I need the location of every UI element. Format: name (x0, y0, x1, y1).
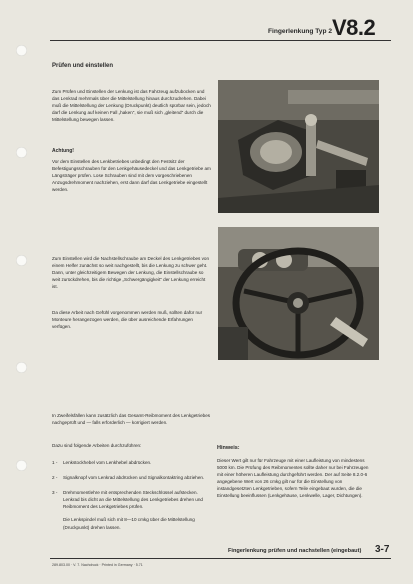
page-number: 3-7 (375, 544, 390, 555)
step-text: Lenkstockhebel vom Lenkhebel abdrücken. (63, 460, 152, 465)
hinweis-paragraph: Dieser Wert gilt nur für Fahrzeuge mit einer Laufleistung von mindestens 5000 km. Die Prüfung des Reibmomentes sollte daher nur bei Fahrzeugen mit einer höheren Laufleistung durchgeführt werden. Der auf Seite 8.2.0-6 angegebene Wert von 26 cmkg gilt nur für die Einstellung von instandgesetzten Lenkgetrieben, sofern Teile eingebaut wurden, die die Einstellung beeinflussen (Lenkgehäuse, Lenkwelle, Lager, Dichtungen). (217, 458, 369, 499)
step-subtext: Die Lenkspindel muß sich mit 8—10 cmkg über die Mittelstellung (Druckpunkt) drehen lassen. (63, 517, 195, 530)
header-title: Fingerlenkung Typ 2 (268, 28, 332, 35)
section-title: Prüfen und einstellen (52, 63, 114, 69)
hinweis-title: Hinweis: (217, 445, 240, 451)
adjust-paragraph: Zum Einstellen wird die Nachstellschraube am Deckel des Lenkgetriebes von einem Helfer zunächst so weit nachgestellt, bis die Lenkung zu schwer geht. Dann, unter gleichzeitigem Bewegen der Lenkung, die Einstellschraube so weit zurückdrehen, bis die richtige „Schwergängigkeit" der Lenkung erreicht ist. (52, 256, 210, 290)
step-text: Signalknopf vom Lenkrad abdrücken und Signalkontaktring abziehen. (63, 475, 205, 481)
footer-title: Fingerlenkung prüfen und nachstellen (eingebaut) (228, 548, 362, 554)
step-text-block (63, 489, 214, 530)
print-info: 289.803.00 · V. 7. Nachdruck · Printed in Germany · 5.71 (52, 563, 143, 567)
step-number: 3 - (52, 490, 58, 496)
procedure-steps (52, 459, 214, 539)
step-number: 2 - (52, 475, 58, 481)
reibmoment-paragraph: In Zweifelsfällen kann zusätzlich das Gesamt-Reibmoment des Lenkgetriebes nachgeprüft und — falls erforderlich — korrigiert werden. (52, 413, 211, 426)
binder-hole (16, 255, 27, 266)
step-item (52, 459, 214, 466)
achtung-paragraph: Vor dem Einstellen des Lenkbetriebes unbedingt den Festsitz der Befestigungsschrauben für den Lenkgehäusedeckel und das Lenkgetriebe am Längsträger prüfen. Lose Schrauben sind mit dem vorgeschriebenen Anzugsdrehmoment nachziehen, erst dann darf das Lenkgetriebe eingestellt werden. (52, 159, 211, 193)
step-item (52, 474, 214, 481)
binder-hole (16, 460, 27, 471)
step-item (52, 489, 214, 530)
intro-paragraph: Zum Prüfen und Einstellen der Lenkung ist das Fahrzeug aufzubocken und das Lenkrad mehrmals über die Mittelstellung hinaus durchzudrehen. Dabei muß die Mittelstellung der Lenkung (Druckpunkt) deutlich spürbar sein, jedoch darf die Lenkung auf keinen Fall „haken", sie muß sich „gleitend" durch die Mittelstellung bewegen lassen. (52, 89, 211, 123)
step-number: 1 - (52, 460, 58, 465)
step-text: Drehmomentlehre mit entsprechenden Steckschlüssel aufstecken. Lenkrad bis dicht an die Mittelstellung des Lenkgetriebes drehen und Reibmoment des Lenkgetriebes prüfen. (63, 490, 203, 510)
steering-wheel-photo (218, 227, 379, 360)
binder-hole (16, 147, 27, 158)
achtung-title: Achtung! (52, 148, 74, 154)
binder-hole (16, 362, 27, 373)
header-section-code: V8.2 (332, 15, 376, 40)
steering-gear-photo (218, 80, 379, 213)
binder-hole (16, 45, 27, 56)
header-rule (50, 40, 391, 41)
experience-paragraph: Da diese Arbeit nach Gefühl vorgenommen werden muß, sollten dafür nur Monteure herangezogen werden, die über ausreichende Erfahrungen verfügen. (52, 310, 203, 330)
arbeiten-paragraph: Dazu sind folgende Arbeiten durchzuführen: (52, 443, 142, 448)
footer-rule (50, 558, 391, 559)
